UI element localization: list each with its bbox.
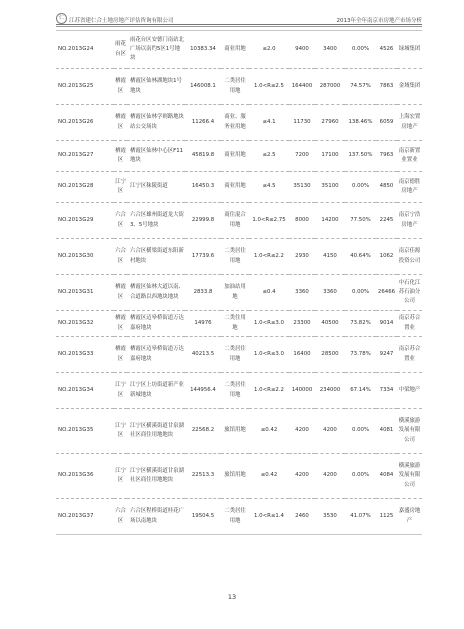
unit-price-cell: 4526 bbox=[376, 31, 397, 69]
unit-price-cell: 7863 bbox=[376, 69, 397, 105]
parcel-code-cell: NO.2013G26 bbox=[56, 105, 114, 141]
buyer-cell: 金域集团 bbox=[397, 69, 422, 105]
far-cell: ≤0.4 bbox=[249, 275, 289, 311]
premium-rate-cell: 40.64% bbox=[345, 239, 376, 275]
unit-price-cell: 1062 bbox=[376, 239, 397, 275]
area-cell: 2833.8 bbox=[185, 275, 221, 311]
location-cell: 栖霞区仙林大道以南、合道路以西地块地块 bbox=[127, 275, 185, 311]
district-cell: 江宁区 bbox=[114, 373, 127, 409]
land-use-cell: 商业用地 bbox=[221, 172, 249, 203]
buyer-cell: 南京宁浩房地产 bbox=[397, 203, 422, 239]
start-price-cell: 23300 bbox=[289, 311, 315, 337]
buyer-cell: 嘉盛房地产 bbox=[397, 499, 422, 535]
far-cell: ≤0.42 bbox=[249, 409, 289, 454]
parcel-code-cell: NO.2013G32 bbox=[56, 311, 114, 337]
deal-price-cell: 40500 bbox=[315, 311, 345, 337]
buyer-cell: 南京佳源投资公司 bbox=[397, 239, 422, 275]
table-row bbox=[56, 239, 422, 275]
deal-price-cell: 14200 bbox=[315, 203, 345, 239]
deal-price-cell: 35100 bbox=[315, 172, 345, 203]
far-cell: 1.0<R≤2.2 bbox=[249, 239, 289, 275]
area-cell: 22999.8 bbox=[185, 203, 221, 239]
area-cell: 45819.8 bbox=[185, 141, 221, 172]
premium-rate-cell: 73.78% bbox=[345, 337, 376, 373]
district-cell: 栖霞区 bbox=[114, 337, 127, 373]
location-cell: 六合区横梁街道东阳新村地块 bbox=[127, 239, 185, 275]
page-header bbox=[56, 10, 422, 24]
page-number: 13 bbox=[227, 593, 237, 601]
area-cell: 19504.5 bbox=[185, 499, 221, 535]
start-price-cell: 140000 bbox=[289, 373, 315, 409]
parcel-code-cell: NO.2013G35 bbox=[56, 409, 114, 454]
far-cell: 1.0<R≤2.75 bbox=[249, 203, 289, 239]
table-row bbox=[56, 69, 422, 105]
far-cell: ≤4.5 bbox=[249, 172, 289, 203]
company-logo-icon: 仁 bbox=[56, 13, 67, 24]
far-cell: 1.0<R≤1.4 bbox=[249, 499, 289, 535]
land-use-cell: 二类住用地 bbox=[221, 311, 249, 337]
area-cell: 11266.4 bbox=[185, 105, 221, 141]
location-cell: 六合区程桥街道桂花广场以南地块 bbox=[127, 499, 185, 535]
company-name: 江苏省建仁合土地房地产评估咨询有限公司 bbox=[69, 18, 174, 24]
premium-rate-cell: 0.00% bbox=[345, 275, 376, 311]
location-cell: 栖霞区迈皋桥街道万达嘉府地块 bbox=[127, 311, 185, 337]
deal-price-cell: 4200 bbox=[315, 409, 345, 454]
far-cell: ≤2.5 bbox=[249, 141, 289, 172]
deal-price-cell: 3530 bbox=[315, 499, 345, 535]
parcel-code-cell: NO.2013G29 bbox=[56, 203, 114, 239]
far-cell: 1.0<R≤2.5 bbox=[249, 69, 289, 105]
buyer-cell: 南京新置业置业 bbox=[397, 141, 422, 172]
district-cell: 江宁区 bbox=[114, 454, 127, 499]
buyer-cell: 横溪旅游发展有限公司 bbox=[397, 454, 422, 499]
area-cell: 40213.5 bbox=[185, 337, 221, 373]
parcel-code-cell: NO.2013G37 bbox=[56, 499, 114, 535]
table-row bbox=[56, 454, 422, 499]
table-row bbox=[56, 311, 422, 337]
land-use-cell: 商业、服务业用地 bbox=[221, 105, 249, 141]
district-cell: 栖霞区 bbox=[114, 275, 127, 311]
district-cell: 栖霞区 bbox=[114, 69, 127, 105]
premium-rate-cell: 74.57% bbox=[345, 69, 376, 105]
premium-rate-cell: 67.14% bbox=[345, 373, 376, 409]
unit-price-cell: 4084 bbox=[376, 454, 397, 499]
unit-price-cell: 1125 bbox=[376, 499, 397, 535]
area-cell: 17739.6 bbox=[185, 239, 221, 275]
land-use-cell: 商住混合用地 bbox=[221, 203, 249, 239]
location-cell: 江宁区上坊街道新产业新城地块 bbox=[127, 373, 185, 409]
header-divider-thin bbox=[56, 26, 422, 27]
deal-price-cell: 28500 bbox=[315, 337, 345, 373]
table-row bbox=[56, 105, 422, 141]
land-use-cell: 二类居住用地 bbox=[221, 373, 249, 409]
parcel-code-cell: NO.2013G31 bbox=[56, 275, 114, 311]
buyer-cell: 上海宏置房地产 bbox=[397, 105, 422, 141]
district-cell: 栖霞区 bbox=[114, 141, 127, 172]
district-cell: 六合区 bbox=[114, 203, 127, 239]
location-cell: 六合区雄州街道龙大街3、5号地块 bbox=[127, 203, 185, 239]
start-price-cell: 4200 bbox=[289, 454, 315, 499]
table-row bbox=[56, 172, 422, 203]
table-row bbox=[56, 31, 422, 69]
start-price-cell: 8000 bbox=[289, 203, 315, 239]
table-row bbox=[56, 275, 422, 311]
parcel-code-cell: NO.2013G30 bbox=[56, 239, 114, 275]
location-cell: 江宁区横溪街道甘泉湖社区商住用地地块 bbox=[127, 409, 185, 454]
land-use-cell: 加油站用地 bbox=[221, 275, 249, 311]
premium-rate-cell: 0.00% bbox=[345, 31, 376, 69]
start-price-cell: 16400 bbox=[289, 337, 315, 373]
land-use-cell: 二类居住用地 bbox=[221, 337, 249, 373]
land-use-cell: 商业用地 bbox=[221, 31, 249, 69]
district-cell: 六合区 bbox=[114, 499, 127, 535]
unit-price-cell: 26466 bbox=[376, 275, 397, 311]
table-row bbox=[56, 203, 422, 239]
deal-price-cell: 27960 bbox=[315, 105, 345, 141]
location-cell: 雨花台区安德门南站北广场以南约5区1号地块 bbox=[127, 31, 185, 69]
start-price-cell: 11730 bbox=[289, 105, 315, 141]
buyer-cell: 南京苏合置业 bbox=[397, 337, 422, 373]
deal-price-cell: 234000 bbox=[315, 373, 345, 409]
unit-price-cell: 6059 bbox=[376, 105, 397, 141]
company-block bbox=[56, 13, 174, 24]
buyer-cell: 南京苏合置业 bbox=[397, 311, 422, 337]
premium-rate-cell: 41.07% bbox=[345, 499, 376, 535]
start-price-cell: 2460 bbox=[289, 499, 315, 535]
district-cell: 栖霞区 bbox=[114, 105, 127, 141]
start-price-cell: 35130 bbox=[289, 172, 315, 203]
report-title: 2013年全年南京市房地产市场分析 bbox=[336, 18, 422, 24]
table-row bbox=[56, 373, 422, 409]
premium-rate-cell: 77.50% bbox=[345, 203, 376, 239]
area-cell: 22568.2 bbox=[185, 409, 221, 454]
unit-price-cell: 4850 bbox=[376, 172, 397, 203]
parcel-code-cell: NO.2013G28 bbox=[56, 172, 114, 203]
buyer-cell: 绿城集团 bbox=[397, 31, 422, 69]
far-cell: 1.0<R≤3.0 bbox=[249, 337, 289, 373]
premium-rate-cell: 0.00% bbox=[345, 409, 376, 454]
premium-rate-cell: 0.00% bbox=[345, 172, 376, 203]
unit-price-cell: 7334 bbox=[376, 373, 397, 409]
start-price-cell: 7200 bbox=[289, 141, 315, 172]
location-cell: 栖霞区仙林学则路地块站公交场块 bbox=[127, 105, 185, 141]
far-cell: ≤4.1 bbox=[249, 105, 289, 141]
deal-price-cell: 3360 bbox=[315, 275, 345, 311]
premium-rate-cell: 73.82% bbox=[345, 311, 376, 337]
land-use-cell: 二类居住用地 bbox=[221, 239, 249, 275]
land-use-cell: 商业用地 bbox=[221, 141, 249, 172]
district-cell: 栖霞区 bbox=[114, 311, 127, 337]
parcel-code-cell: NO.2013G24 bbox=[56, 31, 114, 69]
buyer-cell: 横溪旅游发展有限公司 bbox=[397, 409, 422, 454]
table-row bbox=[56, 499, 422, 535]
location-cell: 江宁区横溪街道甘泉湖社区商住用地地块 bbox=[127, 454, 185, 499]
parcel-code-cell: NO.2013G36 bbox=[56, 454, 114, 499]
buyer-cell: 中梁地产 bbox=[397, 373, 422, 409]
unit-price-cell: 2245 bbox=[376, 203, 397, 239]
parcel-code-cell: NO.2013G34 bbox=[56, 373, 114, 409]
buyer-cell: 南京德胜房地产 bbox=[397, 172, 422, 203]
premium-rate-cell: 0.00% bbox=[345, 454, 376, 499]
table-row bbox=[56, 141, 422, 172]
area-cell: 16450.3 bbox=[185, 172, 221, 203]
deal-price-cell: 4150 bbox=[315, 239, 345, 275]
location-cell: 栖霞区迈皋桥街道万达嘉府地块 bbox=[127, 337, 185, 373]
area-cell: 144956.4 bbox=[185, 373, 221, 409]
buyer-cell: 中石化江苏石油分公司 bbox=[397, 275, 422, 311]
land-use-cell: 旅馆用地 bbox=[221, 454, 249, 499]
start-price-cell: 9400 bbox=[289, 31, 315, 69]
land-use-cell: 旅馆用地 bbox=[221, 409, 249, 454]
district-cell: 六合区 bbox=[114, 239, 127, 275]
table-row bbox=[56, 337, 422, 373]
unit-price-cell: 7963 bbox=[376, 141, 397, 172]
parcel-code-cell: NO.2013G33 bbox=[56, 337, 114, 373]
district-cell: 雨花台区 bbox=[114, 31, 127, 69]
parcel-code-cell: NO.2013G27 bbox=[56, 141, 114, 172]
unit-price-cell: 4081 bbox=[376, 409, 397, 454]
land-use-cell: 二类居住用地 bbox=[221, 499, 249, 535]
unit-price-cell: 9247 bbox=[376, 337, 397, 373]
district-cell: 江宁区 bbox=[114, 409, 127, 454]
parcel-code-cell: NO.2013G25 bbox=[56, 69, 114, 105]
deal-price-cell: 3400 bbox=[315, 31, 345, 69]
start-price-cell: 3360 bbox=[289, 275, 315, 311]
land-use-cell: 二类居住用地 bbox=[221, 69, 249, 105]
area-cell: 10383.34 bbox=[185, 31, 221, 69]
table-row bbox=[56, 409, 422, 454]
location-cell: 栖霞区仙林湖地块1号地块 bbox=[127, 69, 185, 105]
far-cell: ≤0.42 bbox=[249, 454, 289, 499]
location-cell: 栖霞区仙林中心区F11地块 bbox=[127, 141, 185, 172]
district-cell: 江宁区 bbox=[114, 172, 127, 203]
location-cell: 江宁区秣陵街道 bbox=[127, 172, 185, 203]
far-cell: 1.0<R≤3.0 bbox=[249, 311, 289, 337]
area-cell: 22513.3 bbox=[185, 454, 221, 499]
start-price-cell: 164400 bbox=[289, 69, 315, 105]
unit-price-cell: 9014 bbox=[376, 311, 397, 337]
far-cell: ≤2.0 bbox=[249, 31, 289, 69]
deal-price-cell: 17100 bbox=[315, 141, 345, 172]
start-price-cell: 4200 bbox=[289, 409, 315, 454]
land-transaction-table bbox=[56, 30, 422, 535]
start-price-cell: 2930 bbox=[289, 239, 315, 275]
far-cell: 1.0<R≤2.2 bbox=[249, 373, 289, 409]
premium-rate-cell: 137.50% bbox=[345, 141, 376, 172]
area-cell: 14976 bbox=[185, 311, 221, 337]
area-cell: 146008.1 bbox=[185, 69, 221, 105]
premium-rate-cell: 138.46% bbox=[345, 105, 376, 141]
header-divider bbox=[56, 24, 422, 25]
deal-price-cell: 287000 bbox=[315, 69, 345, 105]
deal-price-cell: 4200 bbox=[315, 454, 345, 499]
